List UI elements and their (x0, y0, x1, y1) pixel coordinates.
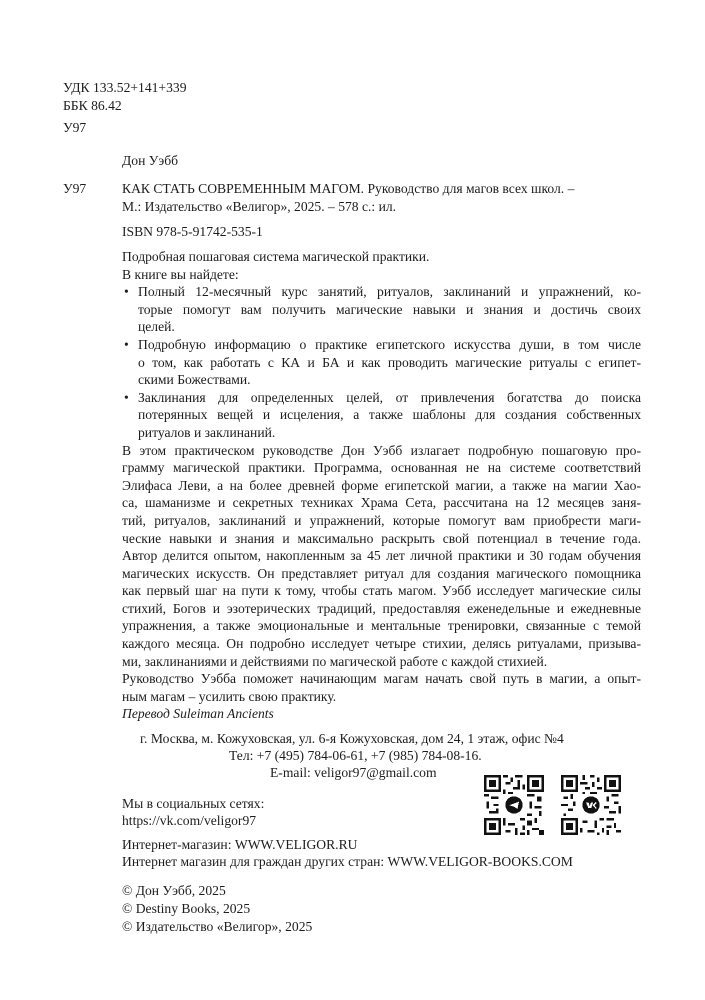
bbk-code: ББК 86.42 (63, 98, 122, 113)
paragraph-line: Элифаса Леви, а на более древней форме египетской магии, а также на магии Хао- (122, 477, 641, 493)
paragraph-line: Руководство Уэбба поможет начинающим магам начать свой путь в магии, а опыт- (122, 671, 641, 687)
annotation-intro: Подробная пошаговая система магической практики. (122, 249, 430, 264)
list-item-line: ритуалов и заклинаний. (138, 424, 276, 440)
book-title-line-2: М.: Издательство «Велигор», 2025. – 578 с.: ил. (122, 199, 397, 214)
annotation (122, 248, 641, 705)
isbn: ISBN 978-5-91742-535-1 (122, 224, 263, 239)
catalog-code: У97 (63, 181, 87, 196)
paragraph-line: стихий, Богов и эзотерических традиций, предоставляя еженедельные и ежедневные (122, 600, 641, 616)
social-heading: Мы в социальных сетях: (122, 796, 265, 811)
publisher-email[interactable]: E-mail: veligor97@gmail.com (270, 765, 437, 780)
paragraph-line: ми, заклинаниями и действиями по магической работе с каждой стихией. (122, 653, 548, 669)
paragraph-line: грамму магической практики. Программа, основанная не на системе соответствий (122, 460, 641, 476)
publisher-phone: Тел: +7 (495) 784-06-61, +7 (985) 784-08-16. (229, 748, 482, 763)
paragraph-line: са, шаманизме и секретных техниках Храма Сета, рассчитана на 12 месяцев заня- (122, 495, 641, 511)
annotation-paragraph (122, 670, 641, 705)
paragraph-line: тий, ритуалов, заклинаний и упражнений, которые помогут вам приобрести маги- (122, 512, 641, 528)
paragraph-line: ческие навыки и знания и максимально раскрыть свой потенциал в течение года. (122, 530, 641, 546)
copyright-original-publisher: © Destiny Books, 2025 (122, 901, 251, 916)
list-item (122, 336, 641, 389)
annotation-paragraph (122, 547, 641, 670)
paragraph-line: В этом практическом руководстве Дон Уэбб излагает подробную пошаговую про- (122, 442, 641, 458)
online-shop[interactable]: Интернет-магазин: WWW.VELIGOR.RU (122, 837, 358, 852)
udk-code: УДК 133.52+141+339 (63, 80, 187, 95)
paragraph-line: ным магам – усилить свою практику. (122, 688, 337, 704)
annotation-paragraph (122, 442, 641, 548)
list-item-line: торые помогут вам получить магические навыки и знания и достичь своих (138, 301, 641, 317)
bullet-icon: • (124, 389, 129, 405)
bullet-icon: • (124, 336, 129, 352)
publisher-address: г. Москва, м. Кожуховская, ул. 6-я Кожуховская, дом 24, 1 этаж, офис №4 (140, 731, 564, 746)
copyright-veligor: © Издательство «Велигор», 2025 (122, 919, 313, 934)
author-sign: У97 (63, 120, 87, 135)
paragraph-line: магических искусств. Он представляет ритуал для создания магического помощника (122, 565, 641, 581)
list-item (122, 389, 641, 442)
paragraph-line: Автор делится опытом, накопленным за 45 лет личной практики и 30 годам обучения (122, 548, 641, 564)
list-item-line: потерянных вещей и исцеления, а также шаблоны для создания собственных (138, 407, 641, 423)
list-item-line: о том, как работать с КА и БА и как проводить магические ритуалы с египет- (138, 354, 641, 370)
social-vk-link[interactable]: https://vk.com/veligor97 (122, 813, 257, 828)
copyright-author: © Дон Уэбб, 2025 (122, 883, 226, 898)
list-item (122, 283, 641, 336)
translation-credit: Перевод Suleiman Ancients (122, 706, 274, 721)
foreign-shop[interactable]: Интернет магазин для граждан других стран: WWW.VELIGOR-BOOKS.COM (122, 854, 573, 869)
paragraph-line: упражнения, а также эмоциональные и ментальные тренировки, связанные с темой (122, 618, 641, 634)
list-item-line: Подробную информацию о практике египетского искусства души, в том числе (138, 336, 641, 352)
annotation-lead: В книге вы найдете: (122, 266, 239, 282)
book-title-line-1: КАК СТАТЬ СОВРЕМЕННЫМ МАГОМ. Руководство для магов всех школ. – (122, 181, 575, 196)
bullet-icon: • (124, 284, 129, 300)
author-name: Дон Уэбб (122, 153, 179, 168)
list-item-line: целей. (138, 319, 175, 335)
list-item-line: скими Божествами. (138, 372, 251, 388)
paragraph-line: как первый шаг на пути к тому, чтобы стать магом. Уэбб исследует магические силы (122, 583, 641, 599)
features-list (122, 283, 641, 441)
list-item-line: Полный 12-месячный курс занятий, ритуалов, заклинаний и упражнений, ко- (138, 284, 641, 300)
paragraph-line: каждого месяца. Он подробно исследует четыре стихии, делясь ритуалами, призыва- (122, 636, 641, 652)
vk-qr-code-icon[interactable] (561, 775, 621, 835)
list-item-line: Заклинания для определенных целей, от привлечения богатства до поиска (138, 389, 641, 405)
telegram-qr-code-icon[interactable] (484, 775, 544, 835)
